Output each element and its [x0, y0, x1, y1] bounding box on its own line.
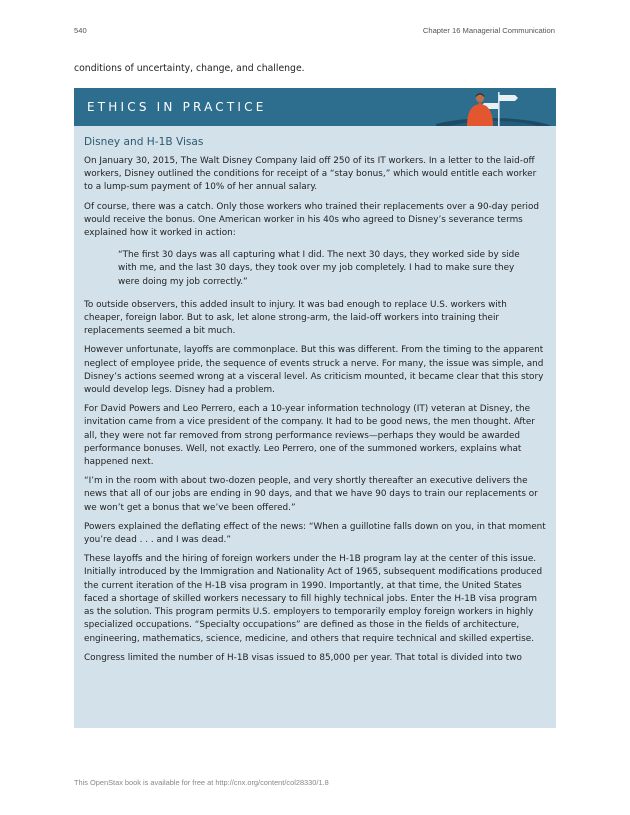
- page-footer: This OpenStax book is available for free at http://cnx.org/content/col28330/1.8: [74, 778, 329, 787]
- paragraph: For David Powers and Leo Perrero, each a 10-year information technology (IT) veteran at Disney, the invitation came from a vice president of the company. It had to be good news, the men thought. After all, they were not far removed from strong performance reviews—perhaps they would be awarded performance bonuses. Well, not exactly. Leo Perrero, one of the summoned workers, explains what happened next.: [84, 404, 535, 468]
- feature-banner: [74, 88, 556, 126]
- page-number: 540: [74, 26, 87, 35]
- block-quote: “The first 30 days was all capturing what I did. The next 30 days, they worked side by side with me, and the last 30 days, they took over my job completely. I had to make sure they were doing my job correctly.”: [118, 250, 520, 287]
- paragraph: “I’m in the room with about two-dozen people, and very shortly thereafter an executive delivers the news that all of our jobs are ending in 90 days, and that we have 90 days to train our replacements or we won’t get a bonus that we’ve been offered.”: [84, 476, 538, 513]
- banner-title: ETHICS IN PRACTICE: [87, 100, 267, 114]
- paragraph: Of course, there was a catch. Only those workers who trained their replacements over a 90-day period would receive the bonus. One American worker in his 40s who agreed to Disney’s severance terms explained how it worked in action:: [84, 201, 540, 239]
- crossroads-person-illustration-icon: [436, 88, 556, 126]
- intro-line: conditions of uncertainty, change, and challenge.: [74, 63, 305, 74]
- chapter-title: Chapter 16 Managerial Communication: [422, 26, 555, 35]
- ethics-feature-box: [74, 88, 556, 728]
- paragraph: Congress limited the number of H-1B visas issued to 85,000 per year. That total is divided into two: [84, 652, 522, 663]
- paragraph: On January 30, 2015, The Walt Disney Company laid off 250 of its IT workers. In a letter to the laid-off workers, Disney outlined the conditions for receipt of a “stay bonus,” which would entitle each worker to a lump-sum payment of 10% of her annual salary.: [84, 156, 537, 193]
- feature-content: [84, 135, 546, 671]
- paragraph: To outside observers, this added insult to injury. It was bad enough to replace U.S. workers with cheaper, foreign labor. But to ask, let alone strong-arm, the laid-off workers into training their replacements seemed a bit much.: [84, 299, 507, 337]
- paragraph: However unfortunate, layoffs are commonplace. But this was different. From the timing to the apparent neglect of employee pride, the sequence of events struck a nerve. For many, the issue was simple, and Disney’s actions seemed wrong at a visceral level. As criticism mounted, it became clear that this story would develop legs. Disney had a problem.: [84, 345, 544, 396]
- feature-subtitle: Disney and H-1B Visas: [84, 136, 204, 148]
- paragraph: Powers explained the deflating effect of the news: “When a guillotine falls down on you, in that moment you’re dead . . . and I was dead.”: [84, 521, 546, 546]
- paragraph: These layoffs and the hiring of foreign workers under the H-1B program lay at the center of this issue. Initially introduced by the Immigration and Nationality Act of 1965, subsequent modifications produced the current iteration of the H-1B visa program in 1990. Importantly, at that time, the United States faced a shortage of skilled workers necessary to fill highly technical jobs. Enter the H-1B visa program as the solution. This program permits U.S. employers to temporarily employ foreign workers in highly specialized occupations. “Specialty occupations” are defined as those in the fields of architecture, engineering, mathematics, science, medicine, and others that require technical and skilled expertise.: [84, 554, 543, 644]
